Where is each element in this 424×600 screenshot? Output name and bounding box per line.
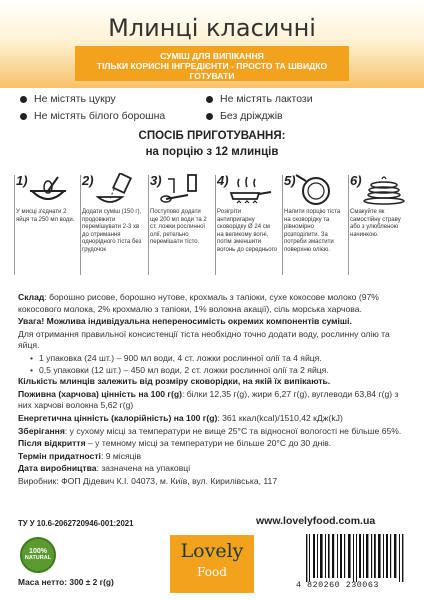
bullet-icon xyxy=(20,96,27,103)
step-6 xyxy=(346,171,410,281)
step-4 xyxy=(213,171,277,281)
storage-label: Зберігання xyxy=(18,425,65,436)
whisk-bowl-icon xyxy=(24,173,72,207)
hot-pan-icon xyxy=(225,173,273,207)
subtitle-bar xyxy=(75,46,349,81)
barcode-icon xyxy=(304,534,406,582)
website[interactable]: www.lovelyfood.com.ua xyxy=(256,515,376,527)
producer: Виробник: ФОП Дідевич К.І. 04073, м. Київ, вул. Кирилівська, 117 xyxy=(18,475,278,486)
step-5 xyxy=(280,171,344,281)
subtitle-line-2: ТІЛЬКИ КОРИСНІ ІНГРЕДІЄНТИ - ПРОСТО ТА ШВИДКО ГОТУВАТИ xyxy=(96,61,328,81)
opened-label: Після відкриття xyxy=(18,438,86,449)
pan-batter-icon xyxy=(292,173,340,207)
opened-text: – у темному місці за температури не більше 20°C до 30 днів. xyxy=(85,438,332,449)
shelf-text: : 9 місяців xyxy=(100,450,142,461)
bullet-icon xyxy=(206,113,213,120)
step-number: 1) xyxy=(16,173,28,188)
step-1 xyxy=(12,171,76,281)
step-number: 2) xyxy=(82,173,94,188)
advice: Для отримання правильної консистенції тіста необхідно точно додати воду, рослинну олію та яйця. xyxy=(18,328,390,351)
size-note xyxy=(18,376,410,388)
brand-logo xyxy=(170,535,254,593)
opened xyxy=(18,438,410,450)
feature-item: Не містять лактози xyxy=(220,93,313,105)
warning-text: Увага! Можлива індивідуальна непереносимість окремих компонентів суміші. xyxy=(18,316,352,327)
badge-bottom: NATURAL xyxy=(24,555,52,561)
shelf-life xyxy=(18,451,410,463)
shelf-label: Термін придатності xyxy=(18,450,101,461)
step-number: 4) xyxy=(217,173,229,188)
production-date xyxy=(18,463,410,475)
warning xyxy=(18,316,410,328)
label-body xyxy=(18,292,410,489)
oil-spoon-icon xyxy=(158,173,206,207)
date-label: Дата виробництва xyxy=(18,463,97,474)
composition-text: : борошно рисове, борошно нутове, крохмаль з тапіоки, сухе кокосове молоко (97% кокосового молока, 2% крохмалю з тапіоки, 1% волокна акації), сіль морська харчова. xyxy=(18,292,379,314)
method-heading xyxy=(0,128,424,160)
net-mass: Маса нетто: 300 ± 2 г(g) xyxy=(18,577,114,587)
date-text: : зазначена на упаковці xyxy=(96,463,191,474)
step-number: 6) xyxy=(350,173,362,188)
step-text: У мисці з'єднати 2 яйця та 250 мл води. xyxy=(16,209,75,223)
step-text: Поступово додати ще 200 мл води та 2 ст. ложки рослинної олії, ретельно перемішати тісто. xyxy=(150,209,207,245)
feature-item: Без дріжджів xyxy=(220,110,283,122)
subtitle-line-1: СУМІШ ДЛЯ ВИПІКАННЯ xyxy=(160,51,264,61)
nutrition-text: : білки 12,35 г(g), жири 6,27 г(g), вуглеводи 63,84 г(g) з них харчові волокна 5,62 г(g) xyxy=(18,388,399,411)
size-note-text: Кількість млинців залежить від розміру сковорідки, на якій їх випікають. xyxy=(18,376,331,387)
composition-label: Склад xyxy=(18,292,45,302)
step-text: Додати суміш (150 г), продовжити перемішувати 2-3 хв до отримання однорідного тіста без грудочок xyxy=(82,209,142,253)
nutrition xyxy=(18,389,410,412)
bullet-icon xyxy=(20,113,27,120)
badge-top: 100% xyxy=(29,548,47,555)
feature-item: Не містять цукру xyxy=(34,93,116,105)
step-number: 5) xyxy=(284,173,296,188)
natural-badge-icon xyxy=(20,537,56,573)
step-text: Смакуйте як самостійну страву або з улюбленою начинкою. xyxy=(350,209,401,238)
step-number: 3) xyxy=(150,173,162,188)
portion-item: • 0,5 упаковки (12 шт.) – 450 мл води, 2 ст. ложки рослинної олії та 2 яйця. xyxy=(30,365,410,377)
steps-row xyxy=(12,171,412,286)
pancake-stack-icon xyxy=(358,173,406,207)
step-text: Розігріти антипригарну сковорідку Ø 24 см на великому вогні, потім зменшити вогонь до середнього xyxy=(217,209,278,253)
method-title: СПОСІБ ПРИГОТУВАННЯ: xyxy=(138,130,286,142)
logo-bottom: Food xyxy=(197,565,227,579)
pour-mix-icon xyxy=(90,173,138,207)
logo-top: Lovely xyxy=(180,540,244,562)
storage-text: : у сухому місці за температури не вище 25°C та відносної вологості не більше 65%. xyxy=(64,425,402,436)
portion-list xyxy=(18,353,410,376)
energy-label: Енергетична цінність (калорійність) на 100 г(g) xyxy=(18,412,218,423)
bullet-icon xyxy=(206,96,213,103)
portion-item: • 1 упаковка (24 шт.) – 900 мл води, 4 ст. ложки рослинної олії та 4 яйця. xyxy=(30,353,410,365)
step-3 xyxy=(146,171,210,281)
method-subtitle: на порцію з 12 млинців xyxy=(145,146,279,158)
feature-item: Не містять білого борошна xyxy=(34,110,166,122)
step-text: Налити порцію тіста на сковорідку та рівномірно розподілити. За потреби змастити поверхню олією. xyxy=(284,209,341,253)
product-title: Млинці класичні xyxy=(108,14,316,42)
nutrition-label: Поживна (харчова) цінність на 100 г(g) xyxy=(18,388,182,399)
energy xyxy=(18,413,410,425)
feature-list xyxy=(20,91,410,125)
barcode-number: 4 820260 230063 xyxy=(296,580,379,590)
step-2 xyxy=(78,171,142,281)
storage xyxy=(18,426,410,438)
energy-text: : 361 ккал(kcal)/1510,42 кДж(kJ) xyxy=(217,412,343,423)
tu-code: ТУ У 10.6-2062720946-001:2021 xyxy=(18,519,134,528)
composition xyxy=(18,292,410,315)
